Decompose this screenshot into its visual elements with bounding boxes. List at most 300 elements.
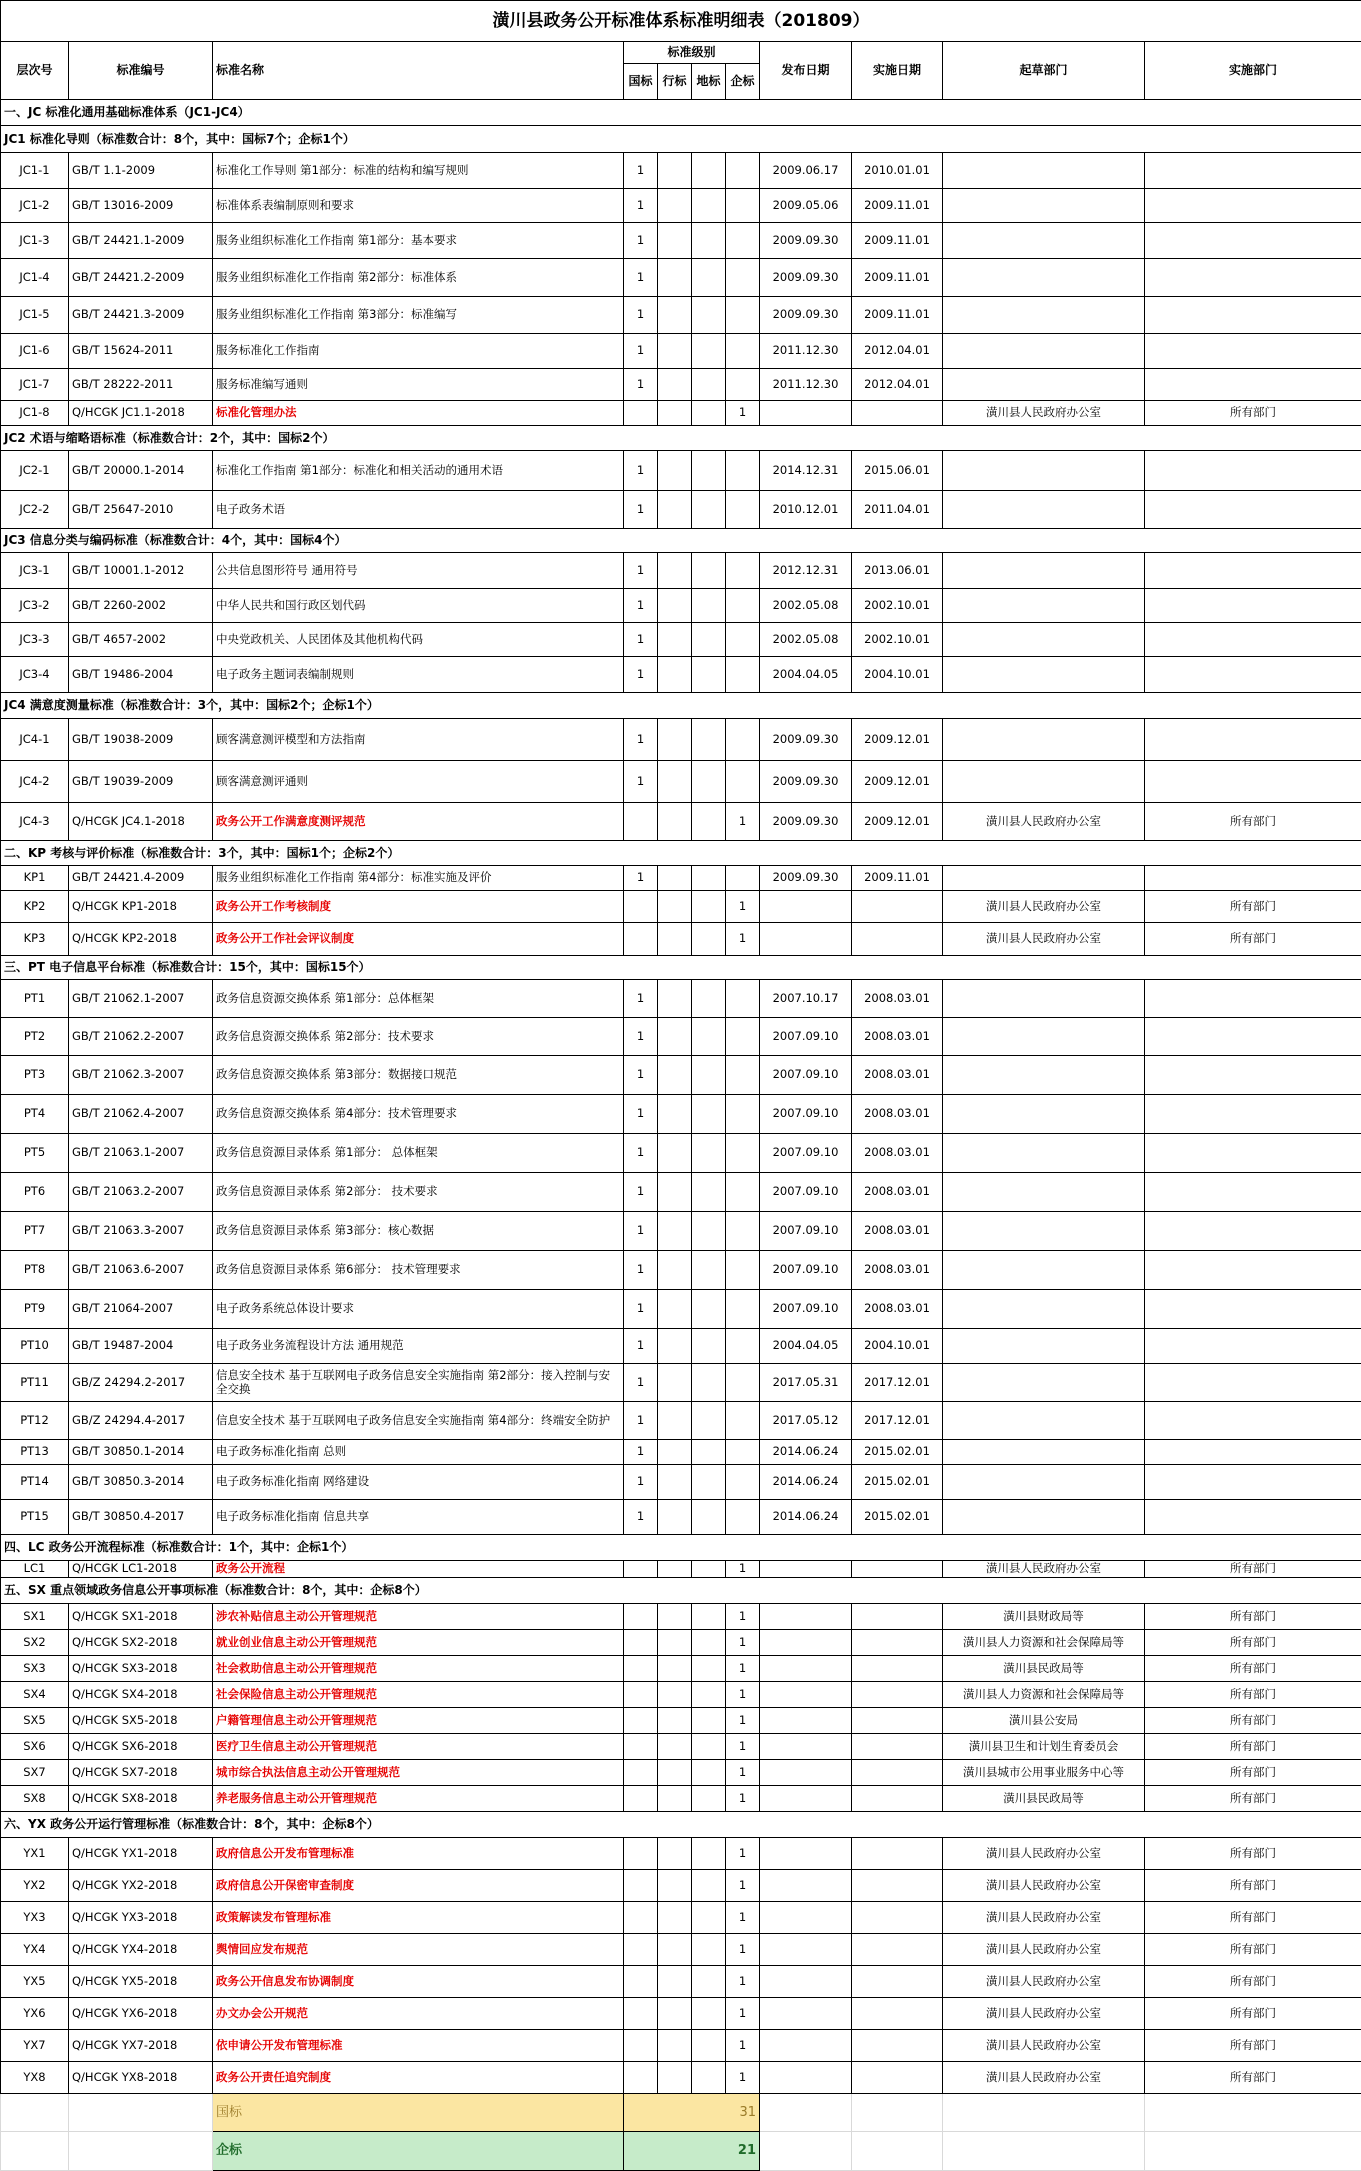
executor-dept [1145, 761, 1361, 803]
executor-dept [1145, 553, 1361, 589]
summary-blank [760, 2132, 852, 2171]
implement-date: 2008.03.01 [852, 1056, 943, 1095]
drafter-dept: 潢川县人民政府办公室 [943, 1870, 1145, 1902]
level-hang [658, 1500, 692, 1535]
section-title: 五、SX 重点领域政务信息公开事项标准（标准数合计：8个，其中：企标8个） [1, 1578, 1361, 1604]
section-row [1, 1812, 1361, 1838]
standard-name: 依申请公开发布管理标准 [213, 2030, 624, 2062]
level-qi: 1 [726, 1760, 760, 1786]
table-row [1, 1934, 1361, 1966]
publish-date [760, 1902, 852, 1934]
level-hang [658, 1760, 692, 1786]
table-row [1, 1902, 1361, 1934]
level-hang [658, 1934, 692, 1966]
executor-dept [1145, 1500, 1361, 1535]
layer-number: PT12 [1, 1402, 69, 1440]
level-di [692, 1902, 726, 1934]
level-qi [726, 1018, 760, 1056]
drafter-dept: 潢川县城市公用事业服务中心等 [943, 1760, 1145, 1786]
standard-code: GB/T 15624-2011 [69, 334, 213, 369]
implement-date [852, 1682, 943, 1708]
section-row [1, 956, 1361, 980]
level-guo: 1 [624, 1251, 658, 1290]
table-row [1, 923, 1361, 956]
implement-date: 2004.10.01 [852, 657, 943, 693]
executor-dept: 所有部门 [1145, 1870, 1361, 1902]
layer-number: SX8 [1, 1786, 69, 1812]
drafter-dept [943, 297, 1145, 334]
level-qi [726, 553, 760, 589]
level-guo: 1 [624, 1212, 658, 1251]
level-qi [726, 1134, 760, 1173]
section-row [1, 841, 1361, 866]
table-row [1, 589, 1361, 623]
level-guo: 1 [624, 1290, 658, 1329]
header-executor: 实施部门 [1145, 42, 1361, 100]
level-di [692, 1173, 726, 1212]
level-hang [658, 401, 692, 426]
level-hang [658, 553, 692, 589]
standard-name: 顾客满意测评通则 [213, 761, 624, 803]
level-hang [658, 1465, 692, 1500]
executor-dept: 所有部门 [1145, 1966, 1361, 1998]
table-row [1, 1870, 1361, 1902]
level-guo: 1 [624, 589, 658, 623]
level-di [692, 189, 726, 223]
standard-name: 顾客满意测评模型和方法指南 [213, 719, 624, 761]
standard-code: GB/T 21063.6-2007 [69, 1251, 213, 1290]
level-guo: 1 [624, 1500, 658, 1535]
standard-code: GB/Z 24294.4-2017 [69, 1402, 213, 1440]
standard-code: Q/HCGK YX2-2018 [69, 1870, 213, 1902]
level-di [692, 1095, 726, 1134]
implement-date: 2017.12.01 [852, 1402, 943, 1440]
executor-dept: 所有部门 [1145, 1734, 1361, 1760]
level-hang [658, 1682, 692, 1708]
header-drafter: 起草部门 [943, 42, 1145, 100]
executor-dept [1145, 1134, 1361, 1173]
summary-label: 国标 [213, 2094, 624, 2132]
level-guo [624, 1682, 658, 1708]
layer-number: JC1-6 [1, 334, 69, 369]
executor-dept [1145, 153, 1361, 189]
level-qi [726, 1402, 760, 1440]
level-di [692, 1838, 726, 1870]
level-hang [658, 1998, 692, 2030]
layer-number: SX5 [1, 1708, 69, 1734]
summary-row [1, 2094, 1361, 2132]
standard-code: GB/T 21062.2-2007 [69, 1018, 213, 1056]
implement-date [852, 1870, 943, 1902]
publish-date: 2009.05.06 [760, 189, 852, 223]
layer-number: SX3 [1, 1656, 69, 1682]
level-guo [624, 401, 658, 426]
level-hang [658, 223, 692, 259]
executor-dept [1145, 866, 1361, 891]
level-qi [726, 297, 760, 334]
implement-date: 2008.03.01 [852, 1290, 943, 1329]
standard-code: GB/T 4657-2002 [69, 623, 213, 657]
level-guo [624, 1760, 658, 1786]
summary-value: 21 [624, 2132, 760, 2171]
level-qi: 1 [726, 2030, 760, 2062]
level-hang [658, 1561, 692, 1578]
level-hang [658, 369, 692, 401]
level-qi: 1 [726, 1902, 760, 1934]
publish-date: 2007.09.10 [760, 1018, 852, 1056]
level-di [692, 1682, 726, 1708]
summary-blank [943, 2132, 1145, 2171]
table-row [1, 1656, 1361, 1682]
summary-blank [852, 2132, 943, 2171]
publish-date: 2004.04.05 [760, 657, 852, 693]
standard-code: Q/HCGK LC1-2018 [69, 1561, 213, 1578]
level-qi: 1 [726, 1656, 760, 1682]
executor-dept [1145, 1364, 1361, 1402]
summary-blank [1, 2132, 69, 2171]
drafter-dept: 潢川县人民政府办公室 [943, 401, 1145, 426]
level-qi: 1 [726, 1966, 760, 1998]
executor-dept [1145, 1056, 1361, 1095]
layer-number: JC1-7 [1, 369, 69, 401]
standard-name: 电子政务业务流程设计方法 通用规范 [213, 1329, 624, 1364]
drafter-dept: 潢川县人民政府办公室 [943, 1998, 1145, 2030]
level-hang [658, 189, 692, 223]
level-qi: 1 [726, 803, 760, 841]
publish-date: 2009.09.30 [760, 719, 852, 761]
level-hang [658, 2062, 692, 2094]
drafter-dept [943, 1056, 1145, 1095]
level-guo [624, 1870, 658, 1902]
layer-number: PT6 [1, 1173, 69, 1212]
standard-name: 中央党政机关、人民团体及其他机构代码 [213, 623, 624, 657]
executor-dept [1145, 623, 1361, 657]
executor-dept: 所有部门 [1145, 1838, 1361, 1870]
standard-code: GB/T 13016-2009 [69, 189, 213, 223]
implement-date: 2009.11.01 [852, 259, 943, 297]
standard-code: Q/HCGK YX1-2018 [69, 1838, 213, 1870]
level-di [692, 451, 726, 491]
standard-code: Q/HCGK KP1-2018 [69, 891, 213, 923]
table-row [1, 1561, 1361, 1578]
table-row [1, 1018, 1361, 1056]
table-row [1, 223, 1361, 259]
standard-code: GB/T 30850.3-2014 [69, 1465, 213, 1500]
drafter-dept [943, 259, 1145, 297]
level-hang [658, 1056, 692, 1095]
level-hang [658, 1708, 692, 1734]
implement-date: 2017.12.01 [852, 1364, 943, 1402]
header-level-hang: 行标 [658, 64, 692, 100]
level-guo: 1 [624, 297, 658, 334]
standard-name: 办文办会公开规范 [213, 1998, 624, 2030]
drafter-dept [943, 623, 1145, 657]
standard-name: 政务公开流程 [213, 1561, 624, 1578]
layer-number: JC3-1 [1, 553, 69, 589]
layer-number: PT13 [1, 1440, 69, 1465]
executor-dept: 所有部门 [1145, 803, 1361, 841]
layer-number: SX2 [1, 1630, 69, 1656]
level-qi [726, 259, 760, 297]
standard-code: Q/HCGK JC1.1-2018 [69, 401, 213, 426]
implement-date: 2009.11.01 [852, 223, 943, 259]
summary-blank [760, 2094, 852, 2132]
executor-dept [1145, 259, 1361, 297]
publish-date [760, 1734, 852, 1760]
level-qi [726, 369, 760, 401]
level-hang [658, 1604, 692, 1630]
table-row [1, 1604, 1361, 1630]
implement-date: 2008.03.01 [852, 1018, 943, 1056]
executor-dept [1145, 1329, 1361, 1364]
standard-name: 户籍管理信息主动公开管理规范 [213, 1708, 624, 1734]
level-hang [658, 1212, 692, 1251]
standard-name: 信息安全技术 基于互联网电子政务信息安全实施指南 第4部分：终端安全防护 [213, 1402, 624, 1440]
standard-name: 政府信息公开发布管理标准 [213, 1838, 624, 1870]
level-hang [658, 1786, 692, 1812]
layer-number: KP3 [1, 923, 69, 956]
layer-number: YX5 [1, 1966, 69, 1998]
level-guo: 1 [624, 153, 658, 189]
level-di [692, 1440, 726, 1465]
executor-dept [1145, 1290, 1361, 1329]
level-guo: 1 [624, 1173, 658, 1212]
executor-dept: 所有部门 [1145, 1934, 1361, 1966]
layer-number: JC4-3 [1, 803, 69, 841]
level-guo [624, 803, 658, 841]
executor-dept [1145, 334, 1361, 369]
level-di [692, 1402, 726, 1440]
executor-dept [1145, 189, 1361, 223]
level-hang [658, 657, 692, 693]
level-hang [658, 1402, 692, 1440]
implement-date [852, 1998, 943, 2030]
executor-dept: 所有部门 [1145, 1902, 1361, 1934]
level-di [692, 1870, 726, 1902]
standard-code: GB/T 19038-2009 [69, 719, 213, 761]
level-qi [726, 1465, 760, 1500]
section-title: 二、KP 考核与评价标准（标准数合计：3个，其中：国标1个；企标2个） [1, 841, 1361, 866]
standard-name: 服务标准编写通则 [213, 369, 624, 401]
section-row [1, 426, 1361, 451]
drafter-dept [943, 657, 1145, 693]
section-row [1, 1535, 1361, 1561]
standard-name: 政务信息资源目录体系 第2部分： 技术要求 [213, 1173, 624, 1212]
level-qi [726, 980, 760, 1018]
summary-blank [1145, 2094, 1361, 2132]
section-title: 一、JC 标准化通用基础标准体系（JC1-JC4） [1, 100, 1361, 126]
header-code: 标准编号 [69, 42, 213, 100]
section-row [1, 126, 1361, 153]
implement-date: 2010.01.01 [852, 153, 943, 189]
drafter-dept [943, 1290, 1145, 1329]
publish-date [760, 1630, 852, 1656]
standard-code: Q/HCGK KP2-2018 [69, 923, 213, 956]
publish-date: 2012.12.31 [760, 553, 852, 589]
level-qi [726, 153, 760, 189]
table-row [1, 1786, 1361, 1812]
executor-dept: 所有部门 [1145, 923, 1361, 956]
level-guo [624, 1934, 658, 1966]
standard-code: GB/T 19486-2004 [69, 657, 213, 693]
level-di [692, 1708, 726, 1734]
level-di [692, 2030, 726, 2062]
level-di [692, 1212, 726, 1251]
level-qi [726, 491, 760, 529]
level-qi [726, 866, 760, 891]
standard-name: 服务业组织标准化工作指南 第2部分：标准体系 [213, 259, 624, 297]
executor-dept [1145, 297, 1361, 334]
standard-code: GB/T 24421.3-2009 [69, 297, 213, 334]
implement-date: 2015.02.01 [852, 1465, 943, 1500]
implement-date: 2009.12.01 [852, 761, 943, 803]
level-guo [624, 2062, 658, 2094]
level-qi [726, 451, 760, 491]
layer-number: KP2 [1, 891, 69, 923]
drafter-dept [943, 1134, 1145, 1173]
level-guo [624, 1734, 658, 1760]
level-hang [658, 491, 692, 529]
level-qi: 1 [726, 1708, 760, 1734]
level-hang [658, 623, 692, 657]
level-guo: 1 [624, 223, 658, 259]
drafter-dept: 潢川县人民政府办公室 [943, 803, 1145, 841]
implement-date: 2011.04.01 [852, 491, 943, 529]
level-qi: 1 [726, 1870, 760, 1902]
publish-date [760, 1966, 852, 1998]
implement-date [852, 1630, 943, 1656]
layer-number: PT8 [1, 1251, 69, 1290]
table-row [1, 1465, 1361, 1500]
level-di [692, 491, 726, 529]
table-row [1, 1134, 1361, 1173]
table-row [1, 153, 1361, 189]
level-di [692, 297, 726, 334]
layer-number: PT3 [1, 1056, 69, 1095]
level-hang [658, 1902, 692, 1934]
layer-number: JC1-3 [1, 223, 69, 259]
table-row [1, 1708, 1361, 1734]
publish-date: 2009.09.30 [760, 761, 852, 803]
level-qi: 1 [726, 1604, 760, 1630]
level-qi [726, 1251, 760, 1290]
standard-code: Q/HCGK YX5-2018 [69, 1966, 213, 1998]
drafter-dept [943, 589, 1145, 623]
layer-number: YX3 [1, 1902, 69, 1934]
layer-number: YX1 [1, 1838, 69, 1870]
implement-date [852, 1902, 943, 1934]
implement-date: 2009.12.01 [852, 803, 943, 841]
layer-number: LC1 [1, 1561, 69, 1578]
level-di [692, 1329, 726, 1364]
executor-dept [1145, 1251, 1361, 1290]
table-row [1, 891, 1361, 923]
level-qi [726, 1440, 760, 1465]
drafter-dept [943, 369, 1145, 401]
drafter-dept [943, 1212, 1145, 1251]
publish-date [760, 891, 852, 923]
table-row [1, 1212, 1361, 1251]
level-qi [726, 761, 760, 803]
summary-value: 31 [624, 2094, 760, 2132]
level-di [692, 153, 726, 189]
level-guo: 1 [624, 1364, 658, 1402]
level-guo [624, 1966, 658, 1998]
drafter-dept [943, 980, 1145, 1018]
table-row [1, 657, 1361, 693]
level-qi: 1 [726, 1630, 760, 1656]
standard-name: 标准体系表编制原则和要求 [213, 189, 624, 223]
table-row [1, 1095, 1361, 1134]
standard-name: 服务标准化工作指南 [213, 334, 624, 369]
level-di [692, 1364, 726, 1402]
drafter-dept [943, 189, 1145, 223]
standard-code: GB/T 19487-2004 [69, 1329, 213, 1364]
table-row [1, 1251, 1361, 1290]
drafter-dept: 潢川县人力资源和社会保障局等 [943, 1682, 1145, 1708]
level-hang [658, 1440, 692, 1465]
standard-code: Q/HCGK SX3-2018 [69, 1656, 213, 1682]
level-guo: 1 [624, 980, 658, 1018]
standard-name: 服务业组织标准化工作指南 第3部分：标准编写 [213, 297, 624, 334]
layer-number: PT2 [1, 1018, 69, 1056]
table-row [1, 980, 1361, 1018]
level-di [692, 369, 726, 401]
standard-name: 就业创业信息主动公开管理规范 [213, 1630, 624, 1656]
drafter-dept: 潢川县民政局等 [943, 1656, 1145, 1682]
implement-date [852, 1708, 943, 1734]
drafter-dept [943, 1500, 1145, 1535]
layer-number: PT11 [1, 1364, 69, 1402]
drafter-dept: 潢川县民政局等 [943, 1786, 1145, 1812]
publish-date: 2011.12.30 [760, 369, 852, 401]
level-hang [658, 153, 692, 189]
executor-dept [1145, 1095, 1361, 1134]
standard-name: 标准化工作指南 第1部分：标准化和相关活动的通用术语 [213, 451, 624, 491]
level-qi [726, 1212, 760, 1251]
level-guo: 1 [624, 1056, 658, 1095]
standard-code: GB/T 20000.1-2014 [69, 451, 213, 491]
publish-date: 2007.09.10 [760, 1134, 852, 1173]
drafter-dept [943, 1364, 1145, 1402]
table-row [1, 334, 1361, 369]
publish-date: 2014.06.24 [760, 1465, 852, 1500]
standard-name: 政务信息资源交换体系 第2部分：技术要求 [213, 1018, 624, 1056]
level-di [692, 589, 726, 623]
table-row [1, 189, 1361, 223]
level-hang [658, 2030, 692, 2062]
table-row [1, 761, 1361, 803]
level-di [692, 223, 726, 259]
drafter-dept: 潢川县人民政府办公室 [943, 1934, 1145, 1966]
level-guo [624, 1786, 658, 1812]
standard-code: GB/T 21064-2007 [69, 1290, 213, 1329]
executor-dept [1145, 369, 1361, 401]
publish-date [760, 1656, 852, 1682]
level-qi: 1 [726, 1998, 760, 2030]
implement-date: 2008.03.01 [852, 1212, 943, 1251]
level-hang [658, 1630, 692, 1656]
standard-code: GB/T 21063.1-2007 [69, 1134, 213, 1173]
standard-code: GB/T 30850.4-2017 [69, 1500, 213, 1535]
summary-blank [1145, 2132, 1361, 2171]
level-qi [726, 623, 760, 657]
implement-date [852, 891, 943, 923]
standard-code: GB/Z 24294.2-2017 [69, 1364, 213, 1402]
page-title: 潢川县政务公开标准体系标准明细表（201809） [1, 1, 1361, 42]
publish-date: 2007.10.17 [760, 980, 852, 1018]
level-di [692, 761, 726, 803]
